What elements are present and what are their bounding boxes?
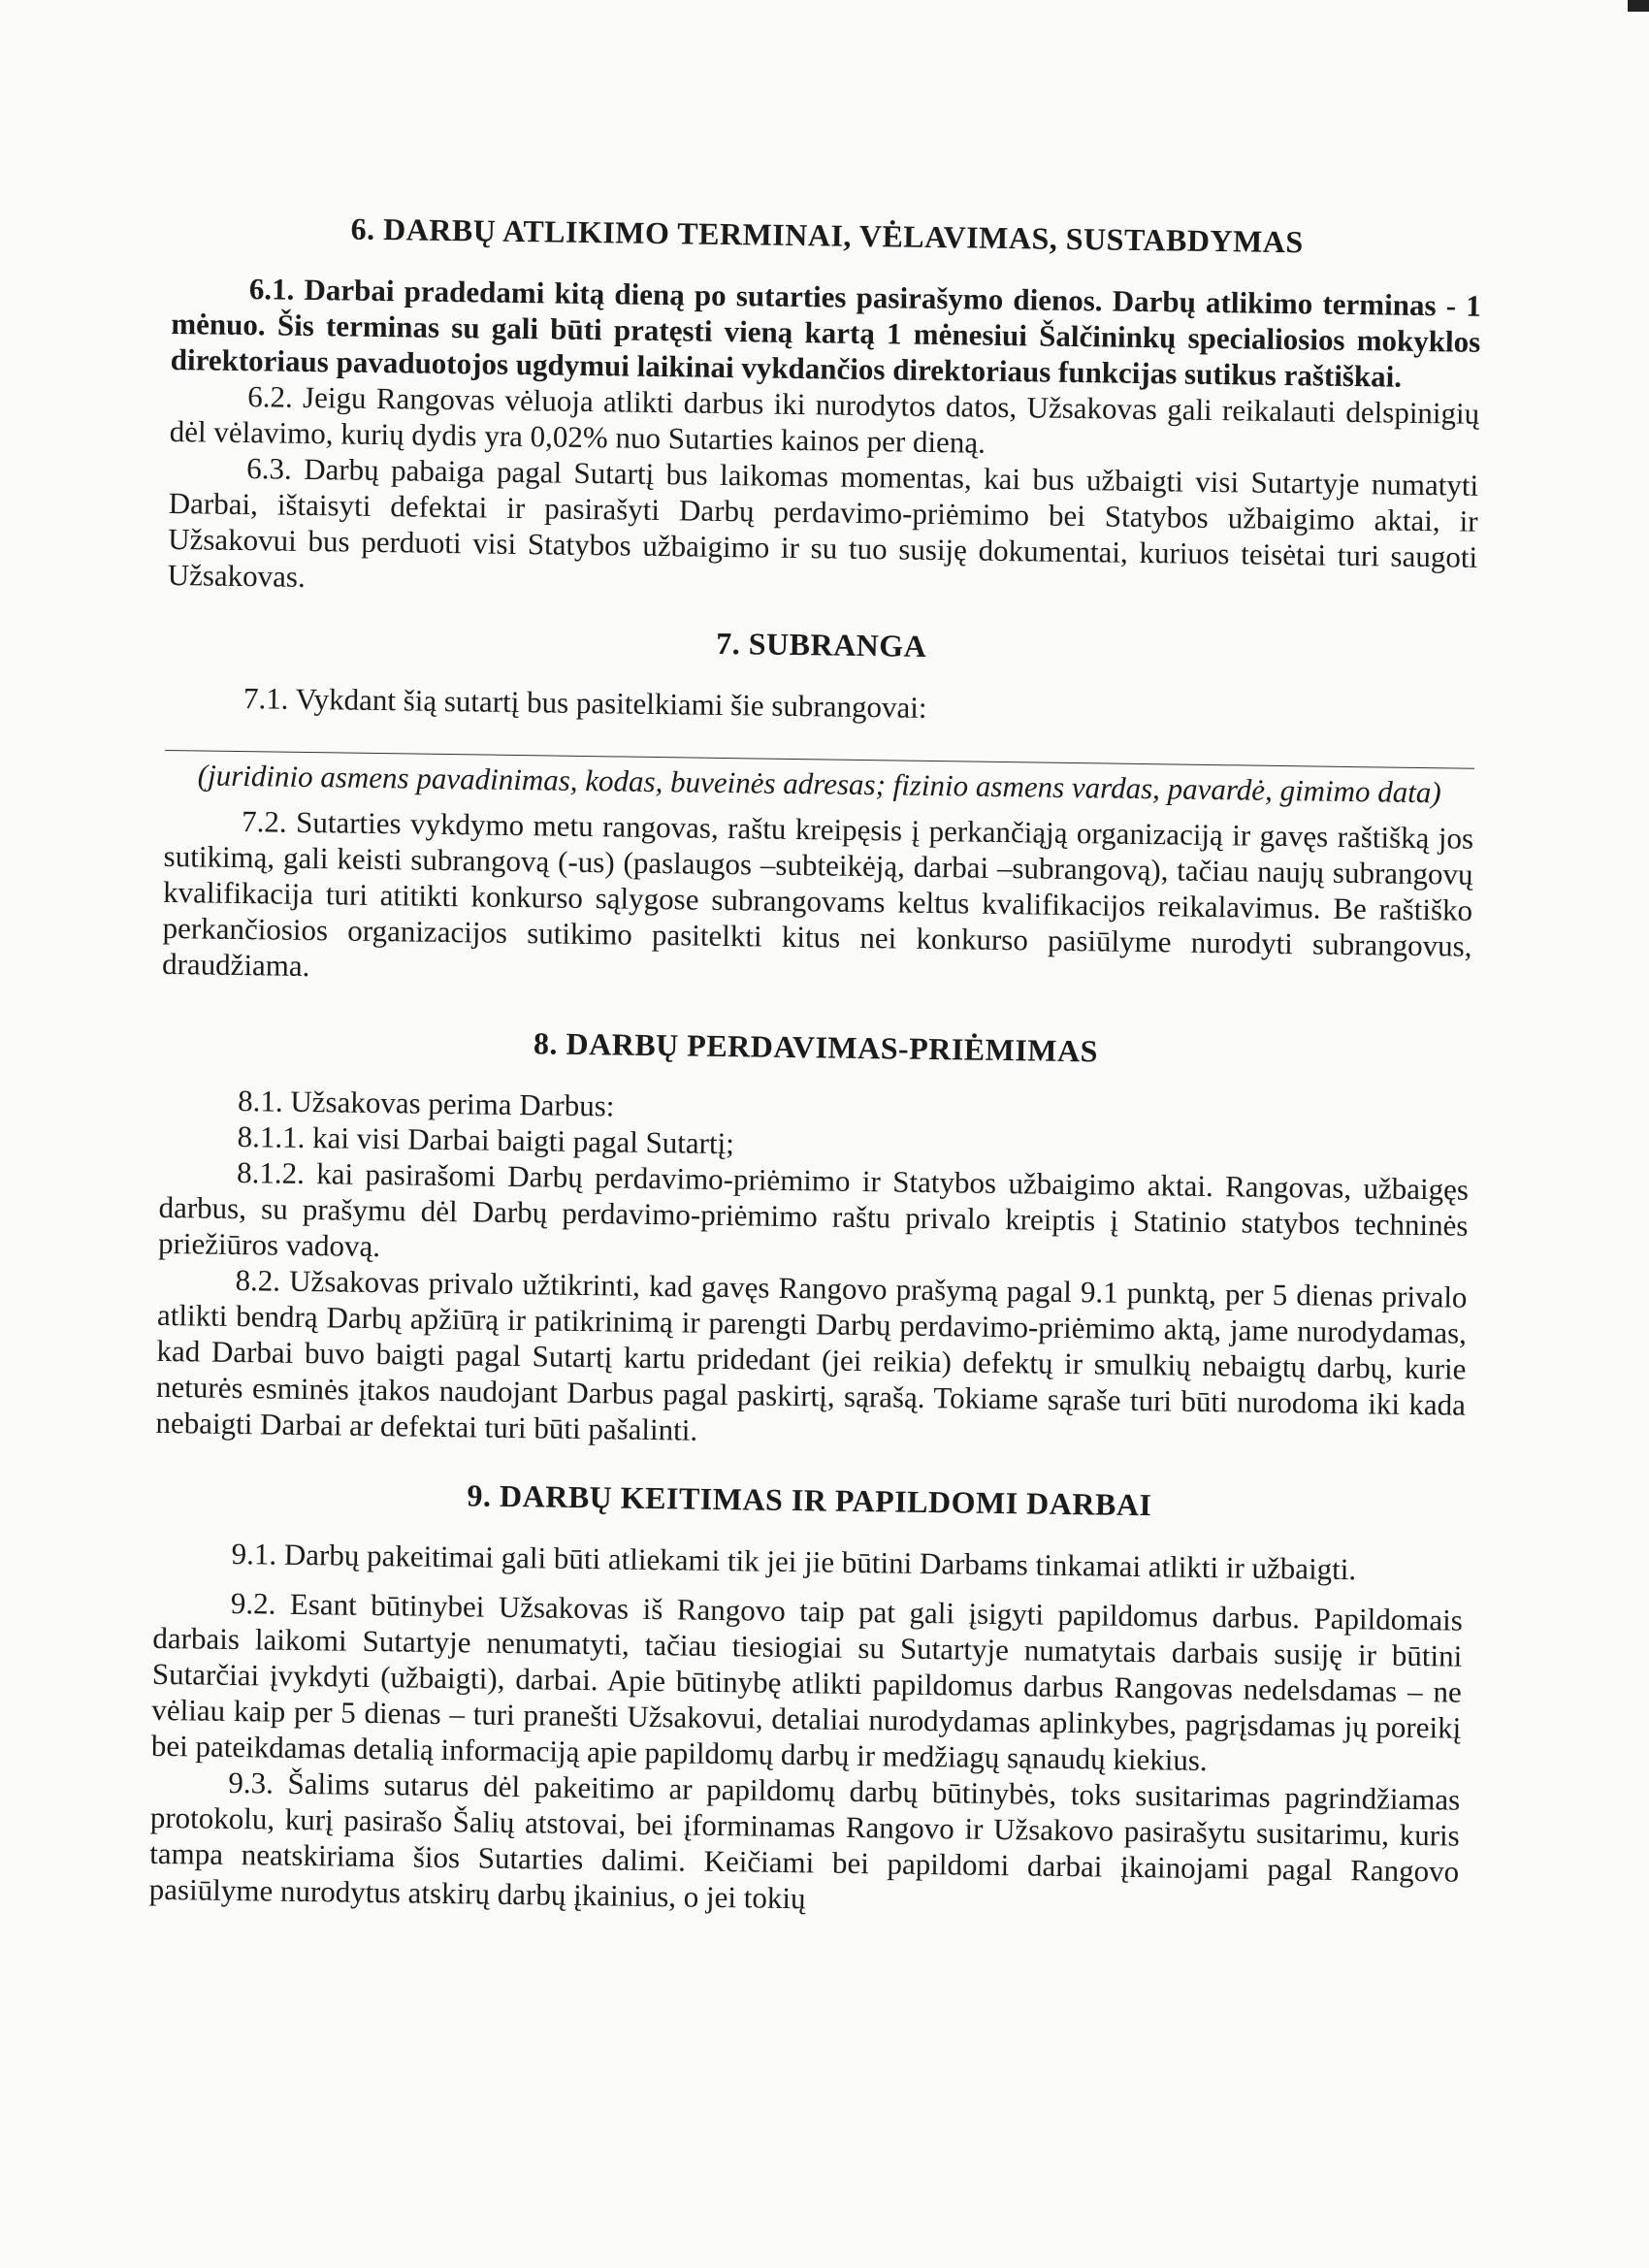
clause-8-1: 8.1. Užsakovas perima Darbus:	[237, 1084, 615, 1123]
clause-9-1: 9.1. Darbų pakeitimai gali būti atliekami tik jei jie būtini Darbams tinkamai atlikti ir užbaigti.	[231, 1536, 1357, 1587]
section-8-title: 8. DARBŲ PERDAVIMAS-PRIĖMIMAS	[533, 1025, 1099, 1069]
document-page	[149, 209, 1482, 1926]
clause-8-1-2: 8.1.2. kai pasirašomi Darbų perdavimo-priėmimo ir Statybos užbaigimo aktai. Rangovas, užbaigęs darbus, su prašymu dėl Darbų perdavimo-priėmimo raštu privalo kreiptis į Statinio statybos techninės priežiūros vadovą.	[157, 1155, 1470, 1264]
clause-6-3: 6.3. Darbų pabaiga pagal Sutartį bus laikomas momentas, kai bus užbaigti visi Sutartyje numatyti Darbai, ištaisyti defektai ir pasirašyti Darbų perdavimo-priėmimo bei Statybos užbaigimo aktai, ir Užsakovui bus perduoti visi Statybos užbaigimo ir su tuo susiję dokumentai, kuriuos teisėtai turi saugoti Užsakovas.	[167, 451, 1479, 594]
subcontractor-field-hint: (juridinio asmens pavadinimas, kodas, buveinės adresas; fizinio asmens vardas, pavardė, gimimo data)	[197, 758, 1442, 810]
clause-7-1: 7.1. Vykdant šią sutartį bus pasitelkiami šie subrangovai:	[242, 681, 927, 725]
section-9-title: 9. DARBŲ KEITIMAS IR PAPILDOMI DARBAI	[467, 1477, 1152, 1523]
clause-9-3: 9.3. Šalims sutarus dėl pakeitimo ar papildomų darbų būtinybės, toks susitarimas pagrindžiamas protokolu, kurį pasirašo Šalių atstovai, bei įforminamas Rangovo ir Užsakovo pasirašytu susitarimu, kuris tampa neatskiriama šios Sutarties dalimi. Keičiami bei papildomi darbai įkainojami pagal Rangovo pasiūlyme nurodytus atskirų darbų įkainius, o jei tokių	[148, 1765, 1461, 1916]
clause-8-2: 8.2. Užsakovas privalo užtikrinti, kad gavęs Rangovo prašymą pagal 9.1 punktą, per 5 dienas privalo atlikti bendrą Darbų apžiūrą ir patikrinimą ir parengti Darbų perdavimo-priėmimo aktą, jame nurodydamas, kad Darbai buvo baigti pagal Sutartį kartu pridedant (jei reikia) defektų ir smulkių nebaigtų darbų, kurie neturės esminės įtakos naudojant Darbus pagal paskirtį, sąrašą. Tokiame sąraše turi būti nurodoma iki kada nebaigti Darbai ar defektai turi būti pašalinti.	[155, 1263, 1468, 1447]
clause-6-1: 6.1. Darbai pradedami kitą dieną po sutarties pasirašymo dienos. Darbų atlikimo terminas - 1 mėnuo. Šis terminas su gali būti pratęsti vieną kartą 1 mėnesiui Šalčininkų specialiosios mokyklos direktoriaus pavaduotojos ugdymui laikinai vykdančios direktoriaus funkcijas sutikus raštiškai.	[170, 272, 1481, 394]
clause-7-2: 7.2. Sutarties vykdymo metu rangovas, raštu kreipęsis į perkančiąją organizaciją ir gavęs raštišką jos sutikimą, gali keisti subrangovą (-us) (paslaugos –subteikėją, darbai –subrangovą), tačiau naujų subrangovų kvalifikacija turi atitikti konkurso sąlygose subrangovams keltus kvalifikacijos reikalavimus. Be raštiško perkančiosios organizacijos sutikimo pasitelkti kitus nei konkurso pasiūlyme nurodyti subrangovus, draudžiama.	[161, 804, 1474, 984]
clause-6-2: 6.2. Jeigu Rangovas vėluoja atlikti darbus iki nurodytos datos, Užsakovas gali reikalauti delspinigių dėl vėlavimo, kurių dydis yra 0,02% nuo Sutarties kainos per dieną.	[169, 379, 1480, 460]
clause-8-1-1: 8.1.1. kai visi Darbai baigti pagal Sutartį;	[237, 1119, 735, 1161]
section-6-title: 6. DARBŲ ATLIKIMO TERMINAI, VĖLAVIMAS, SUSTABDYMAS	[350, 211, 1304, 260]
section-7-title: 7. SUBRANGA	[716, 625, 927, 664]
scan-corner-mark	[1628, 0, 1649, 12]
clause-9-2: 9.2. Esant būtinybei Užsakovas iš Rangovo taip pat gali įsigyti papildomus darbus. Papildomais darbais laikomi Sutartyje nenumatyti, tačiau tiesiogiai su Sutartyje numatytais darbais susiję ir būtini Sutarčiai įvykdyti (užbaigti), darbai. Apie būtinybę atlikti papildomus darbus Rangovas nedelsdamas – ne vėliau kaip per 5 dienas – turi pranešti Užsakovui, detaliai nurodydamas aplinkybes, pagrįsdamas jų poreikį bei pateikdamas detalią informaciją apie papildomų darbų ir medžiagų sąnaudų kiekius.	[150, 1585, 1464, 1778]
